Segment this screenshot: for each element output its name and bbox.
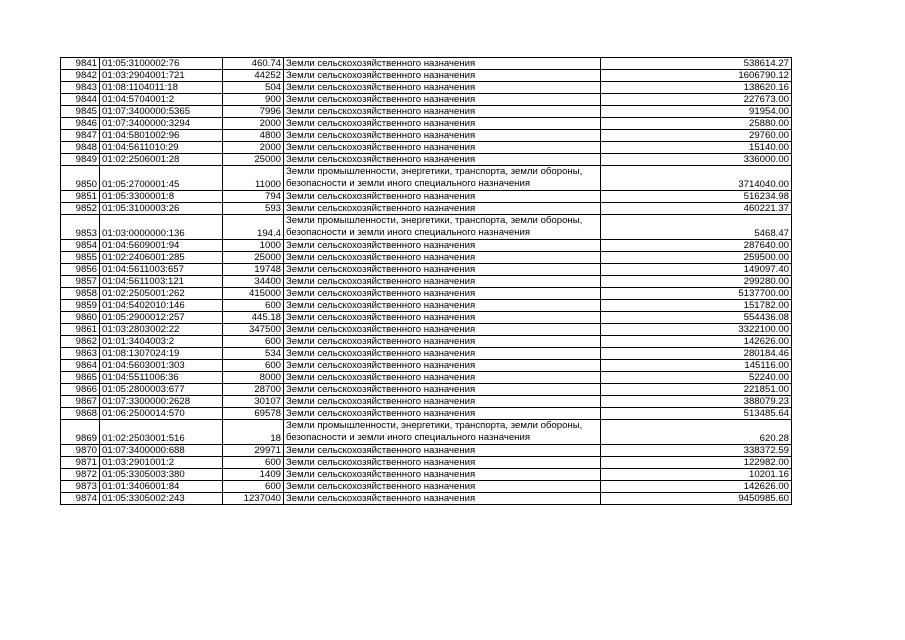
land-plots-table [60, 57, 792, 505]
cadastral-value-cell: 538614.27 [601, 58, 792, 70]
table-row [61, 481, 792, 493]
area-cell: 69578 [223, 408, 284, 420]
table-row [61, 336, 792, 348]
area-cell: 445.18 [223, 312, 284, 324]
row-number-cell: 9855 [61, 252, 100, 264]
area-cell: 8000 [223, 372, 284, 384]
area-cell: 18 [223, 420, 284, 445]
cadastral-value-cell: 460221.37 [601, 203, 792, 215]
cadastral-number-cell: 01:01:3404003:2 [100, 336, 223, 348]
row-number-cell: 9865 [61, 372, 100, 384]
cadastral-number-cell: 01:05:2900012:257 [100, 312, 223, 324]
land-category-cell: Земли сельскохозяйственного назначения [284, 336, 601, 348]
cadastral-value-cell: 336000.00 [601, 154, 792, 166]
cadastral-number-cell: 01:03:2803002:22 [100, 324, 223, 336]
cadastral-number-cell: 01:04:5603001:303 [100, 360, 223, 372]
land-category-cell: Земли сельскохозяйственного назначения [284, 312, 601, 324]
cadastral-number-cell: 01:02:2506001:28 [100, 154, 223, 166]
cadastral-number-cell: 01:04:5801002:96 [100, 130, 223, 142]
cadastral-value-cell: 142626.00 [601, 336, 792, 348]
cadastral-value-cell: 5468.47 [601, 215, 792, 240]
row-number-cell: 9856 [61, 264, 100, 276]
cadastral-number-cell: 01:04:5611010:29 [100, 142, 223, 154]
land-category-cell: Земли промышленности, энергетики, транспорта, земли обороны, безопасности и земли иного специального назначения [284, 215, 601, 240]
area-cell: 600 [223, 457, 284, 469]
land-category-cell: Земли сельскохозяйственного назначения [284, 82, 601, 94]
land-category-cell: Земли сельскохозяйственного назначения [284, 191, 601, 203]
land-category-cell: Земли сельскохозяйственного назначения [284, 384, 601, 396]
cadastral-value-cell: 388079.23 [601, 396, 792, 408]
cadastral-number-cell: 01:05:3100002:76 [100, 58, 223, 70]
area-cell: 2000 [223, 118, 284, 130]
table-row [61, 70, 792, 82]
land-category-cell: Земли сельскохозяйственного назначения [284, 252, 601, 264]
table-row [61, 58, 792, 70]
cadastral-number-cell: 01:05:2700001:45 [100, 166, 223, 191]
cadastral-value-cell: 620.28 [601, 420, 792, 445]
row-number-cell: 9862 [61, 336, 100, 348]
row-number-cell: 9844 [61, 94, 100, 106]
cadastral-number-cell: 01:03:0000000:136 [100, 215, 223, 240]
table-row [61, 191, 792, 203]
table-row [61, 324, 792, 336]
cadastral-value-cell: 138620.16 [601, 82, 792, 94]
area-cell: 1000 [223, 240, 284, 252]
land-category-cell: Земли сельскохозяйственного назначения [284, 300, 601, 312]
land-category-cell: Земли сельскохозяйственного назначения [284, 58, 601, 70]
land-category-cell: Земли сельскохозяйственного назначения [284, 324, 601, 336]
cadastral-number-cell: 01:05:2800003:677 [100, 384, 223, 396]
cadastral-number-cell: 01:05:3100003:26 [100, 203, 223, 215]
cadastral-value-cell: 5137700.00 [601, 288, 792, 300]
land-category-cell: Земли сельскохозяйственного назначения [284, 493, 601, 505]
cadastral-value-cell: 554436.08 [601, 312, 792, 324]
table-row [61, 154, 792, 166]
cadastral-number-cell: 01:04:5611003:121 [100, 276, 223, 288]
cadastral-number-cell: 01:03:2904001:721 [100, 70, 223, 82]
area-cell: 600 [223, 336, 284, 348]
area-cell: 347500 [223, 324, 284, 336]
land-category-cell: Земли сельскохозяйственного назначения [284, 372, 601, 384]
cadastral-number-cell: 01:04:5609001:94 [100, 240, 223, 252]
cadastral-value-cell: 513485.64 [601, 408, 792, 420]
area-cell: 1409 [223, 469, 284, 481]
cadastral-number-cell: 01:04:5611003:657 [100, 264, 223, 276]
area-cell: 534 [223, 348, 284, 360]
cadastral-value-cell: 3322100.00 [601, 324, 792, 336]
cadastral-number-cell: 01:07:3300000:2628 [100, 396, 223, 408]
area-cell: 460.74 [223, 58, 284, 70]
table-row [61, 360, 792, 372]
area-cell: 415000 [223, 288, 284, 300]
land-category-cell: Земли сельскохозяйственного назначения [284, 142, 601, 154]
land-category-cell: Земли сельскохозяйственного назначения [284, 408, 601, 420]
table-row [61, 276, 792, 288]
cadastral-number-cell: 01:06:2500014:570 [100, 408, 223, 420]
area-cell: 2000 [223, 142, 284, 154]
land-category-cell: Земли сельскохозяйственного назначения [284, 276, 601, 288]
cadastral-value-cell: 142626.00 [601, 481, 792, 493]
cadastral-value-cell: 25880.00 [601, 118, 792, 130]
area-cell: 194.4 [223, 215, 284, 240]
cadastral-number-cell: 01:08:1307024:19 [100, 348, 223, 360]
table-row [61, 130, 792, 142]
cadastral-number-cell: 01:02:2503001:516 [100, 420, 223, 445]
area-cell: 593 [223, 203, 284, 215]
area-cell: 28700 [223, 384, 284, 396]
cadastral-number-cell: 01:02:2505001:262 [100, 288, 223, 300]
land-category-cell: Земли сельскохозяйственного назначения [284, 457, 601, 469]
row-number-cell: 9852 [61, 203, 100, 215]
table-row [61, 106, 792, 118]
row-number-cell: 9874 [61, 493, 100, 505]
area-cell: 30107 [223, 396, 284, 408]
cadastral-value-cell: 280184.46 [601, 348, 792, 360]
cadastral-number-cell: 01:07:3400000:5365 [100, 106, 223, 118]
row-number-cell: 9857 [61, 276, 100, 288]
cadastral-value-cell: 259500.00 [601, 252, 792, 264]
table-row [61, 408, 792, 420]
area-cell: 7996 [223, 106, 284, 118]
row-number-cell: 9841 [61, 58, 100, 70]
area-cell: 19748 [223, 264, 284, 276]
cadastral-value-cell: 52240.00 [601, 372, 792, 384]
area-cell: 34400 [223, 276, 284, 288]
cadastral-value-cell: 151782.00 [601, 300, 792, 312]
cadastral-number-cell: 01:04:5511006:36 [100, 372, 223, 384]
row-number-cell: 9842 [61, 70, 100, 82]
land-category-cell: Земли сельскохозяйственного назначения [284, 445, 601, 457]
table-row [61, 312, 792, 324]
cadastral-value-cell: 149097.40 [601, 264, 792, 276]
land-category-cell: Земли сельскохозяйственного назначения [284, 348, 601, 360]
row-number-cell: 9866 [61, 384, 100, 396]
row-number-cell: 9863 [61, 348, 100, 360]
cadastral-value-cell: 15140.00 [601, 142, 792, 154]
land-category-cell: Земли сельскохозяйственного назначения [284, 203, 601, 215]
row-number-cell: 9850 [61, 166, 100, 191]
table-row [61, 166, 792, 191]
table-row [61, 396, 792, 408]
row-number-cell: 9870 [61, 445, 100, 457]
cadastral-number-cell: 01:05:3305003:380 [100, 469, 223, 481]
land-category-cell: Земли сельскохозяйственного назначения [284, 130, 601, 142]
land-category-cell: Земли сельскохозяйственного назначения [284, 106, 601, 118]
row-number-cell: 9858 [61, 288, 100, 300]
table-row [61, 264, 792, 276]
table-body [61, 58, 792, 505]
row-number-cell: 9847 [61, 130, 100, 142]
cadastral-value-cell: 227673.00 [601, 94, 792, 106]
land-category-cell: Земли сельскохозяйственного назначения [284, 288, 601, 300]
cadastral-value-cell: 10201.16 [601, 469, 792, 481]
table-row [61, 82, 792, 94]
land-category-cell: Земли сельскохозяйственного назначения [284, 360, 601, 372]
area-cell: 600 [223, 300, 284, 312]
cadastral-value-cell: 221851.00 [601, 384, 792, 396]
table-row [61, 420, 792, 445]
table-row [61, 142, 792, 154]
land-category-cell: Земли сельскохозяйственного назначения [284, 70, 601, 82]
area-cell: 25000 [223, 252, 284, 264]
land-category-cell: Земли сельскохозяйственного назначения [284, 118, 601, 130]
cadastral-number-cell: 01:05:3305002:243 [100, 493, 223, 505]
cadastral-number-cell: 01:07:3400000:3294 [100, 118, 223, 130]
area-cell: 600 [223, 360, 284, 372]
row-number-cell: 9860 [61, 312, 100, 324]
table-row [61, 288, 792, 300]
cadastral-number-cell: 01:01:3406001:84 [100, 481, 223, 493]
land-category-cell: Земли сельскохозяйственного назначения [284, 264, 601, 276]
cadastral-value-cell: 3714040.00 [601, 166, 792, 191]
cadastral-value-cell: 29760.00 [601, 130, 792, 142]
table-row [61, 493, 792, 505]
row-number-cell: 9869 [61, 420, 100, 445]
area-cell: 44252 [223, 70, 284, 82]
table-row [61, 372, 792, 384]
cadastral-value-cell: 91954.00 [601, 106, 792, 118]
row-number-cell: 9843 [61, 82, 100, 94]
table-row [61, 94, 792, 106]
row-number-cell: 9871 [61, 457, 100, 469]
area-cell: 794 [223, 191, 284, 203]
table-row [61, 240, 792, 252]
area-cell: 600 [223, 481, 284, 493]
cadastral-value-cell: 122982.00 [601, 457, 792, 469]
area-cell: 25000 [223, 154, 284, 166]
cadastral-number-cell: 01:08:1104011:18 [100, 82, 223, 94]
land-category-cell: Земли сельскохозяйственного назначения [284, 469, 601, 481]
table-row [61, 215, 792, 240]
area-cell: 29971 [223, 445, 284, 457]
table-row [61, 445, 792, 457]
cadastral-value-cell: 145116.00 [601, 360, 792, 372]
area-cell: 504 [223, 82, 284, 94]
cadastral-number-cell: 01:04:5402010:146 [100, 300, 223, 312]
area-cell: 1237040 [223, 493, 284, 505]
land-category-cell: Земли сельскохозяйственного назначения [284, 94, 601, 106]
cadastral-number-cell: 01:03:2901001:2 [100, 457, 223, 469]
cadastral-number-cell: 01:05:3300001:8 [100, 191, 223, 203]
table-row [61, 384, 792, 396]
row-number-cell: 9872 [61, 469, 100, 481]
row-number-cell: 9864 [61, 360, 100, 372]
table-row [61, 203, 792, 215]
land-category-cell: Земли сельскохозяйственного назначения [284, 481, 601, 493]
table-row [61, 348, 792, 360]
cadastral-value-cell: 287640.00 [601, 240, 792, 252]
cadastral-value-cell: 516234.98 [601, 191, 792, 203]
row-number-cell: 9854 [61, 240, 100, 252]
row-number-cell: 9851 [61, 191, 100, 203]
land-category-cell: Земли сельскохозяйственного назначения [284, 154, 601, 166]
row-number-cell: 9868 [61, 408, 100, 420]
row-number-cell: 9853 [61, 215, 100, 240]
cadastral-number-cell: 01:04:5704001:2 [100, 94, 223, 106]
cadastral-value-cell: 9450985.60 [601, 493, 792, 505]
table-row [61, 469, 792, 481]
row-number-cell: 9849 [61, 154, 100, 166]
table-row [61, 252, 792, 264]
row-number-cell: 9859 [61, 300, 100, 312]
row-number-cell: 9846 [61, 118, 100, 130]
row-number-cell: 9848 [61, 142, 100, 154]
table-row [61, 300, 792, 312]
area-cell: 4800 [223, 130, 284, 142]
row-number-cell: 9861 [61, 324, 100, 336]
land-category-cell: Земли сельскохозяйственного назначения [284, 396, 601, 408]
area-cell: 11000 [223, 166, 284, 191]
land-category-cell: Земли промышленности, энергетики, транспорта, земли обороны, безопасности и земли иного специального назначения [284, 166, 601, 191]
row-number-cell: 9845 [61, 106, 100, 118]
area-cell: 900 [223, 94, 284, 106]
row-number-cell: 9873 [61, 481, 100, 493]
cadastral-value-cell: 338372.59 [601, 445, 792, 457]
land-category-cell: Земли сельскохозяйственного назначения [284, 240, 601, 252]
cadastral-value-cell: 1606790.12 [601, 70, 792, 82]
land-category-cell: Земли промышленности, энергетики, транспорта, земли обороны, безопасности и земли иного специального назначения [284, 420, 601, 445]
table-row [61, 457, 792, 469]
cadastral-value-cell: 299280.00 [601, 276, 792, 288]
cadastral-number-cell: 01:02:2406001:285 [100, 252, 223, 264]
table-row [61, 118, 792, 130]
row-number-cell: 9867 [61, 396, 100, 408]
cadastral-number-cell: 01:07:3400000:688 [100, 445, 223, 457]
